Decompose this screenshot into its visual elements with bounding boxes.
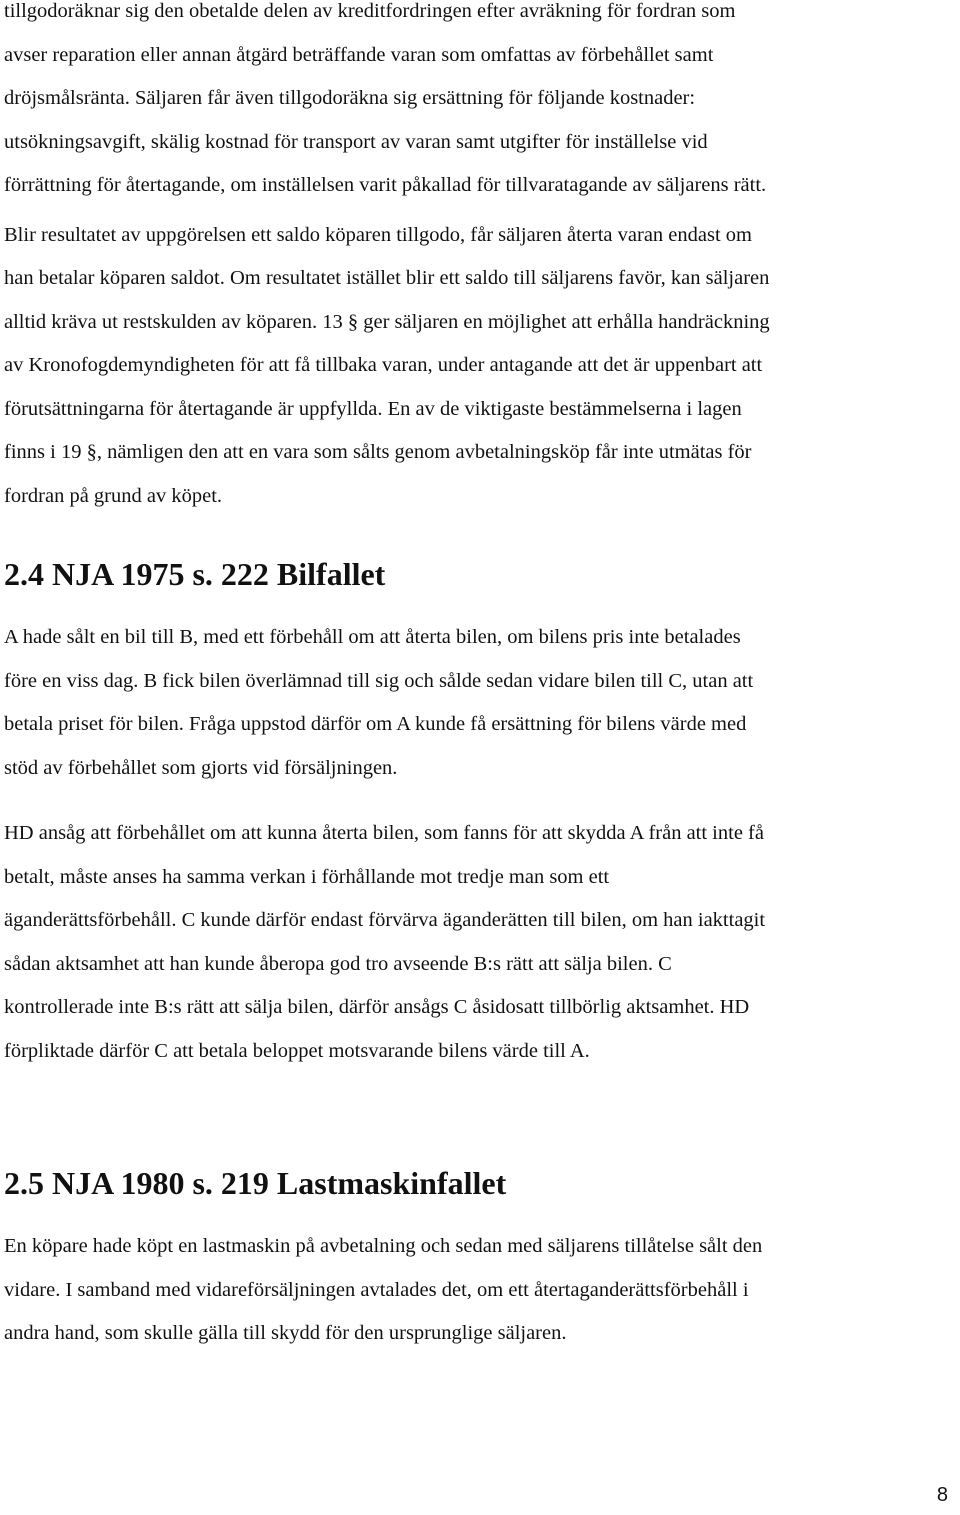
text-line: förutsättningarna för återtagande är uppfyllda. En av de viktigaste bestämmelserna i lagen	[4, 397, 742, 420]
spacer	[4, 596, 958, 616]
text-line: kontrollerade inte B:s rätt att sälja bilen, därför ansågs C åsidosatt tillbörlig aktsamhet. HD	[4, 996, 750, 1018]
text-line: HD ansåg att förbehållet om att kunna återta bilen, som fanns för att skydda A från att inte få	[4, 822, 764, 844]
text-line: betalt, måste anses ha samma verkan i förhållande mot tredje man som ett	[4, 865, 610, 888]
spacer	[4, 790, 958, 812]
text-line: tillgodoräknar sig den obetalde delen av kreditfordringen efter avräkning för fordran som	[4, 0, 736, 22]
text-line: En köpare hade köpt en lastmaskin på avbetalning och sedan med säljarens tillåtelse sålt den	[4, 1235, 763, 1257]
section-heading-2-5: 2.5 NJA 1980 s. 219 Lastmaskinfallet	[4, 1165, 507, 1201]
section-heading-2-4: 2.4 NJA 1975 s. 222 Bilfallet	[4, 556, 386, 592]
text-line: sådan aktsamhet att han kunde åberopa god tro avseende B:s rätt att sälja bilen. C	[4, 952, 672, 975]
text-line: stöd av förbehållet som gjorts vid försäljningen.	[4, 756, 398, 779]
spacer	[4, 1073, 958, 1161]
text-line: avser reparation eller annan åtgärd beträffande varan som omfattas av förbehållet samt	[4, 43, 714, 66]
text-line: vidare. I samband med vidareförsäljningen avtalades det, om ett återtaganderättsförbehåll i	[4, 1278, 749, 1301]
text-line: andra hand, som skulle gälla till skydd för den ursprunglige säljaren.	[4, 1322, 567, 1344]
text-line: förpliktade därför C att betala beloppet motsvarande bilens värde till A.	[4, 1039, 590, 1062]
text-line: han betalar köparen saldot. Om resultatet istället blir ett saldo till säljarens favör, kan säljaren	[4, 267, 770, 289]
text-line: utsökningsavgift, skälig kostnad för transport av varan samt utgifter för inställelse vid	[4, 130, 708, 153]
text-line: äganderättsförbehåll. C kunde därför endast förvärva äganderätten till bilen, om han iakttagit	[4, 909, 766, 931]
paragraph-2	[4, 214, 958, 519]
text-line: dröjsmålsränta. Säljaren får även tillgodoräkna sig ersättning för följande kostnader:	[4, 87, 696, 109]
page-number: 8	[936, 1484, 948, 1506]
text-line: fordran på grund av köpet.	[4, 484, 223, 507]
text-line: av Kronofogdemyndigheten för att få tillbaka varan, under antagande att det är uppenbart att	[4, 354, 763, 376]
document-page	[4, 0, 958, 1356]
text-line: före en viss dag. B fick bilen överlämnad till sig och sålde sedan vidare bilen till C, utan att	[4, 669, 754, 692]
text-line: Blir resultatet av uppgörelsen ett saldo köparen tillgodo, får säljaren återta varan endast om	[4, 223, 752, 246]
spacer	[4, 518, 958, 552]
text-line: betala priset för bilen. Fråga uppstod därför om A kunde få ersättning för bilens värde med	[4, 713, 747, 735]
text-line: alltid kräva ut restskulden av köparen. 13 § ger säljaren en möjlighet att erhålla handräckning	[4, 310, 770, 333]
spacer	[4, 1205, 958, 1225]
paragraph-1	[4, 0, 958, 208]
paragraph-3	[4, 616, 958, 790]
text-line: finns i 19 §, nämligen den att en vara som sålts genom avbetalningsköp får inte utmätas för	[4, 441, 752, 463]
paragraph-5	[4, 1225, 958, 1356]
text-line: A hade sålt en bil till B, med ett förbehåll om att återta bilen, om bilens pris inte betalades	[4, 626, 741, 648]
paragraph-4	[4, 812, 958, 1073]
text-line: förrättning för återtagande, om inställelsen varit påkallad för tillvaratagande av säljarens rätt.	[4, 174, 767, 196]
